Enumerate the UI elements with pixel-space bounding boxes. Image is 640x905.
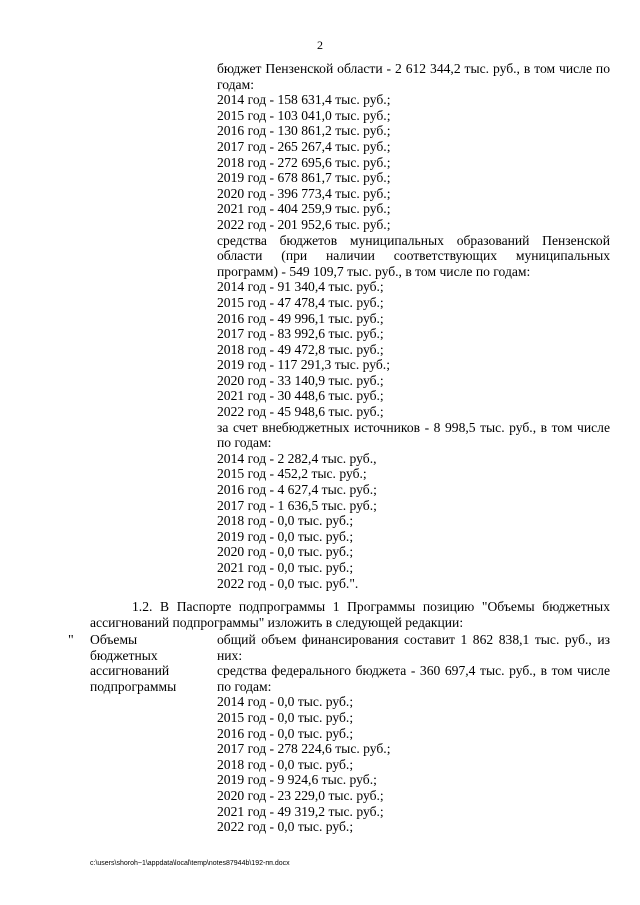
year-line: 2021 год - 30 448,6 тыс. руб.;	[217, 388, 384, 404]
year-line: 2017 год - 278 224,6 тыс. руб.;	[217, 741, 391, 757]
year-line: 2020 год - 396 773,4 тыс. руб.;	[217, 185, 391, 201]
regional-budget-years	[217, 92, 610, 232]
year-line: 2022 год - 0,0 тыс. руб.".	[217, 575, 359, 591]
municipal-budget-years	[217, 279, 610, 419]
year-line: 2021 год - 404 259,9 тыс. руб.;	[217, 201, 391, 217]
year-line: 2014 год - 91 340,4 тыс. руб.;	[217, 279, 384, 295]
opening-quote: "	[68, 633, 74, 648]
federal-budget-years	[217, 694, 610, 834]
year-line: 2014 год - 0,0 тыс. руб.;	[217, 694, 354, 710]
budget-column-upper	[217, 61, 610, 591]
extrabudgetary-intro: за счет внебюджетных источников - 8 998,5 тыс. руб., в том числе по годам:	[217, 419, 610, 451]
year-line: 2020 год - 0,0 тыс. руб.;	[217, 544, 354, 560]
total-financing: общий объем финансирования составит 1 862 838,1 тыс. руб., из них:	[217, 632, 610, 663]
year-line: 2021 год - 49 319,2 тыс. руб.;	[217, 803, 384, 819]
year-line: 2017 год - 1 636,5 тыс. руб.;	[217, 497, 377, 513]
year-line: 2018 год - 49 472,8 тыс. руб.;	[217, 341, 384, 357]
file-path-footer: c:\users\shoroh~1\appdata\local\temp\notes87944b\192-пп.docx	[90, 860, 290, 867]
year-line: 2021 год - 0,0 тыс. руб.;	[217, 560, 354, 575]
year-line: 2022 год - 201 952,6 тыс. руб.;	[217, 216, 391, 232]
year-line: 2014 год - 158 631,4 тыс. руб.;	[217, 92, 391, 108]
year-line: 2016 год - 130 861,2 тыс. руб.;	[217, 123, 391, 139]
year-line: 2018 год - 272 695,6 тыс. руб.;	[217, 154, 391, 170]
page-number: 2	[317, 38, 323, 52]
year-line: 2019 год - 117 291,3 тыс. руб.;	[217, 357, 390, 373]
year-line: 2018 год - 0,0 тыс. руб.;	[217, 513, 354, 529]
position-label: Объемы бюджетных ассигнований подпрограммы	[90, 632, 177, 694]
year-line: 2019 год - 678 861,7 тыс. руб.;	[217, 170, 391, 186]
year-line: 2014 год - 2 282,4 тыс. руб.,	[217, 450, 377, 466]
year-line: 2015 год - 452,2 тыс. руб.;	[217, 466, 367, 482]
section-text: 1.2. В Паспорте подпрограммы 1 Программы позицию "Объемы бюджетных ассигнований подпрограммы" изложить в следующей редакции:	[90, 599, 610, 630]
year-line: 2017 год - 83 992,6 тыс. руб.;	[217, 326, 384, 342]
year-line: 2015 год - 0,0 тыс. руб.;	[217, 709, 354, 725]
year-line: 2015 год - 103 041,0 тыс. руб.;	[217, 107, 391, 123]
year-line: 2020 год - 23 229,0 тыс. руб.;	[217, 787, 384, 803]
year-line: 2017 год - 265 267,4 тыс. руб.;	[217, 138, 391, 154]
federal-budget-intro: средства федерального бюджета - 360 697,4 тыс. руб., в том числе по годам:	[217, 663, 610, 694]
year-line: 2018 год - 0,0 тыс. руб.;	[217, 756, 354, 772]
budget-column-lower	[217, 632, 610, 835]
section-1-2	[90, 599, 610, 630]
year-line: 2022 год - 0,0 тыс. руб.;	[217, 819, 354, 835]
year-line: 2015 год - 47 478,4 тыс. руб.;	[217, 294, 384, 310]
year-line: 2019 год - 0,0 тыс. руб.;	[217, 528, 354, 544]
year-line: 2020 год - 33 140,9 тыс. руб.;	[217, 372, 384, 388]
year-line: 2022 год - 45 948,6 тыс. руб.;	[217, 404, 384, 420]
year-line: 2016 год - 4 627,4 тыс. руб.;	[217, 482, 377, 498]
year-line: 2016 год - 49 996,1 тыс. руб.;	[217, 310, 384, 326]
extrabudgetary-years	[217, 451, 610, 591]
year-line: 2016 год - 0,0 тыс. руб.;	[217, 725, 354, 741]
regional-budget-intro: бюджет Пензенской области - 2 612 344,2 тыс. руб., в том числе по годам:	[217, 61, 610, 92]
municipal-budget-intro: средства бюджетов муниципальных образований Пензенской области (при наличии соответствующих муниципальных программ) - 549 109,7 тыс. руб., в том числе по годам:	[217, 232, 610, 279]
year-line: 2019 год - 9 924,6 тыс. руб.;	[217, 772, 377, 788]
